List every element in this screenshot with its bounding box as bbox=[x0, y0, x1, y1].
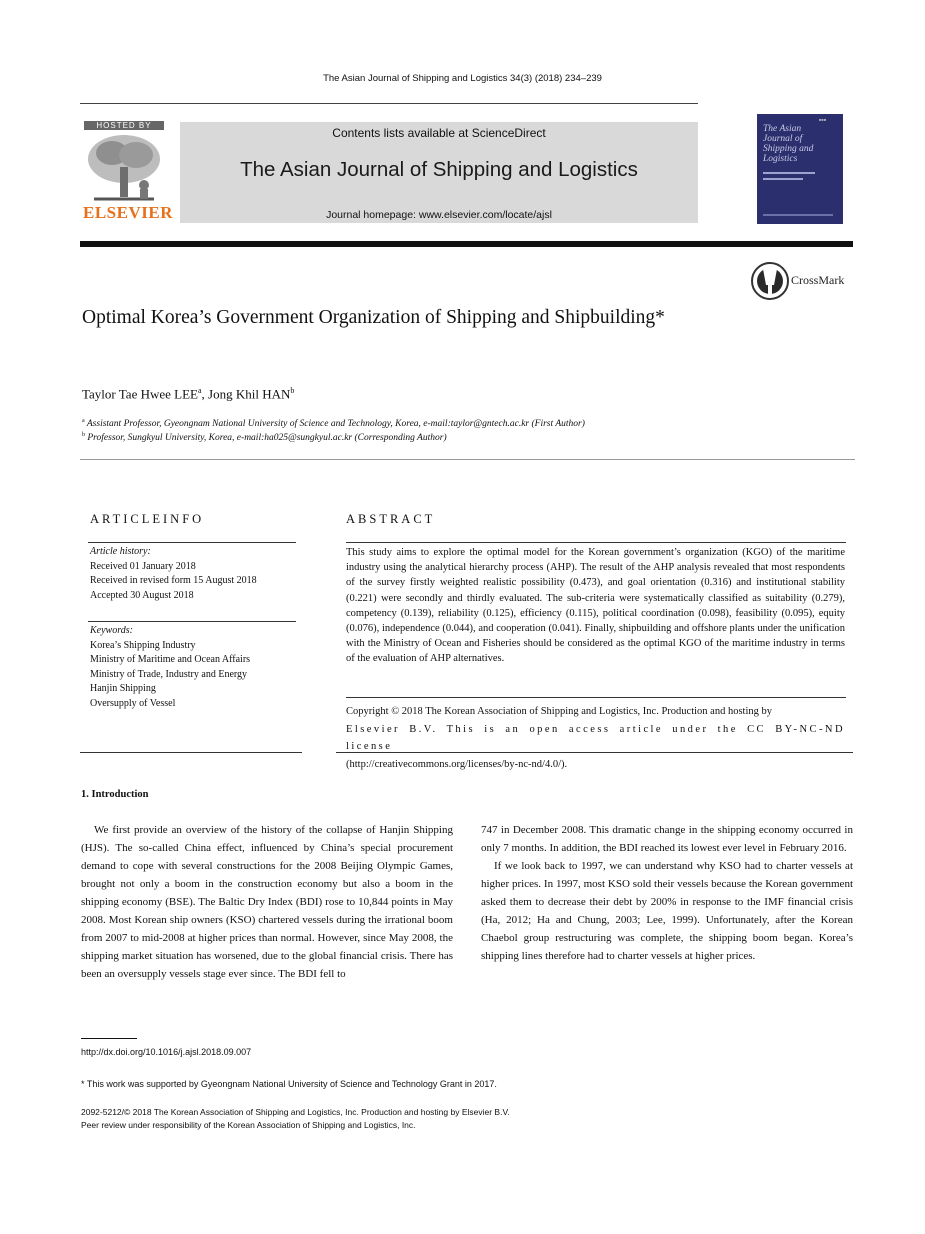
body-paragraph: 747 in December 2008. This dramatic change in the shipping economy occurred in only 7 months. In addition, the BDI reached its lowest ever level in February 2016. bbox=[481, 824, 853, 854]
affiliation-a bbox=[82, 418, 585, 429]
keyword-item: Oversupply of Vessel bbox=[90, 697, 176, 709]
copyright-rule bbox=[346, 697, 846, 698]
copyright-notice bbox=[346, 703, 845, 773]
affiliation-mark: b bbox=[290, 386, 295, 395]
journal-banner bbox=[180, 122, 698, 223]
issn-line: 2092-5212/© 2018 The Korean Association of Shipping and Logistics, Inc. Production and hosting by Elsevier B.V. bbox=[81, 1107, 510, 1117]
keyword-item: Hanjin Shipping bbox=[90, 683, 156, 694]
cover-title: The Asian Journal of Shipping and Logistics bbox=[763, 124, 814, 164]
elsevier-tree-logo bbox=[84, 131, 164, 203]
accepted-date: Accepted 30 August 2018 bbox=[90, 589, 194, 601]
author-name: Jong Khil HAN bbox=[208, 386, 291, 402]
cover-issn-mark: ■■■ bbox=[819, 117, 827, 122]
affiliation-rule bbox=[80, 459, 855, 460]
contents-line: Contents lists available at ScienceDirect bbox=[332, 126, 546, 140]
article-info-rule bbox=[88, 542, 296, 543]
article-info-bottom-rule bbox=[80, 752, 302, 753]
section-heading: 1. Introduction bbox=[81, 789, 149, 800]
keywords-label: Keywords: bbox=[90, 625, 133, 636]
copyright-line: Elsevier B.V. This is an open access article under the CC BY-NC-ND license bbox=[346, 723, 845, 752]
article-title: Optimal Korea’s Government Organization of Shipping and Shipbuilding* bbox=[82, 307, 665, 328]
elsevier-wordmark: ELSEVIER bbox=[83, 203, 173, 222]
body-paragraph: If we look back to 1997, we can understand why KSO had to charter vessels at higher prices. In 1997, most KSO sold their vessels because the Korean government asked them to decrease their debt by 200% in response to the IMF financial crisis (Ha, 2012; Ha and Chung, 2003; Lee, 1999). Unfortunately, after the Korean Chaebol group restructuring was complete, the shipping boom began. Korea’s shipping lines therefore had to charter vessels at higher prices. bbox=[481, 860, 853, 962]
keyword-item: Korea’s Shipping Industry bbox=[90, 639, 196, 651]
funding-note: * This work was supported by Gyeongnam National University of Science and Technology Grant in 2017. bbox=[81, 1079, 497, 1089]
crossmark-icon[interactable] bbox=[750, 261, 790, 301]
journal-title: The Asian Journal of Shipping and Logistics bbox=[240, 158, 638, 181]
history-label: Article history: bbox=[90, 546, 151, 557]
author-separator: , bbox=[201, 386, 209, 402]
body-column-left bbox=[81, 821, 453, 983]
article-history bbox=[90, 545, 300, 603]
article-info-heading: ARTICLEINFO bbox=[90, 512, 205, 526]
affiliation-mark: a bbox=[82, 418, 85, 424]
keywords-block bbox=[90, 624, 300, 711]
body-paragraph: We first provide an overview of the history of the collapse of Hanjin Shipping (HJS). The so-called China effect, influenced by China’s special procurement demand to cope with several constructions for the 2008 Beijing Olympic Games, brought not only a boom in the construction economy but also a boom in the shipping economy (BSE). The Baltic Dry Index (BDI) rose to 10,844 points in May 2008. Most Korean ship owners (KSO) chartered vessels during the irrational boom from 2007 to mid-2008 at higher prices than normal. However, since May 2008, the shipping market situation has worsened, due to the global financial crisis. There has been an oversupply vessels stage ever since. The BDI fell to bbox=[81, 824, 453, 980]
copyright-line: Copyright © 2018 The Korean Association of Shipping and Logistics, Inc. Production and hosting by bbox=[346, 706, 772, 717]
crossmark-label[interactable]: CrossMark bbox=[791, 273, 845, 287]
keyword-item: Ministry of Maritime and Ocean Affairs bbox=[90, 654, 251, 665]
running-header: The Asian Journal of Shipping and Logistics 34(3) (2018) 234–239 bbox=[323, 73, 602, 84]
abstract-text: This study aims to explore the optimal model for the Korean government’s organization (KGO) of the maritime industry using the analytical hierarchy process (AHP). The result of the AHP analysis revealed that most respondents of the survey firstly weighted realistic possibility (0.473), and goal orientation (0.316) and institutional stability (0.221) were secondly and thirdly evaluated. The sub-criteria were systematically classified as suitability (0.279), competency (0.139), reliability (0.125), efficiency (0.115), political coordination (0.098), feasibility (0.095), equity (0.076), independence (0.044), and cooperation (0.041). Finally, shipbuilding and offshore plants under the unification with the Ministry of Ocean and Fisheries should be considered as the optimal KGO of the maritime industry in terms of the evaluation of AHP alternatives. bbox=[346, 547, 845, 665]
doi-link[interactable]: http://dx.doi.org/10.1016/j.ajsl.2018.09.007 bbox=[81, 1047, 252, 1057]
hosted-by-label: HOSTED BY bbox=[84, 121, 164, 130]
body-column-right bbox=[481, 821, 853, 965]
author-list bbox=[82, 386, 294, 402]
abstract-rule bbox=[346, 542, 846, 543]
revised-date: Received in revised form 15 August 2018 bbox=[90, 575, 257, 586]
affiliation-text: Professor, Sungkyul University, Korea, e-mail:ha025@sungkyul.ac.kr (Corresponding Author) bbox=[85, 433, 447, 444]
journal-homepage[interactable]: Journal homepage: www.elsevier.com/locate/ajsl bbox=[326, 209, 552, 221]
footnote-rule bbox=[81, 1038, 137, 1039]
header-thick-rule bbox=[80, 241, 853, 247]
journal-cover bbox=[757, 114, 843, 224]
license-link[interactable]: (http://creativecommons.org/licenses/by-nc-nd/4.0/). bbox=[346, 758, 568, 770]
peer-review-line: Peer review under responsibility of the Korean Association of Shipping and Logistics, Inc. bbox=[81, 1120, 416, 1130]
keyword-item: Ministry of Trade, Industry and Energy bbox=[90, 668, 248, 680]
abstract-bottom-rule bbox=[336, 752, 853, 753]
affiliation-mark: b bbox=[82, 432, 85, 438]
keywords-rule bbox=[88, 621, 296, 622]
affiliation-b bbox=[82, 432, 447, 443]
received-date: Received 01 January 2018 bbox=[90, 560, 196, 572]
abstract-heading: ABSTRACT bbox=[346, 512, 436, 526]
author-name: Taylor Tae Hwee LEE bbox=[82, 386, 198, 402]
header-rule bbox=[80, 103, 698, 104]
affiliation-text: Assistant Professor, Gyeongnam National University of Science and Technology, Korea, e-mail:taylor@gntech.ac.kr (First Author) bbox=[84, 419, 585, 430]
affiliation-mark: a bbox=[197, 386, 202, 395]
